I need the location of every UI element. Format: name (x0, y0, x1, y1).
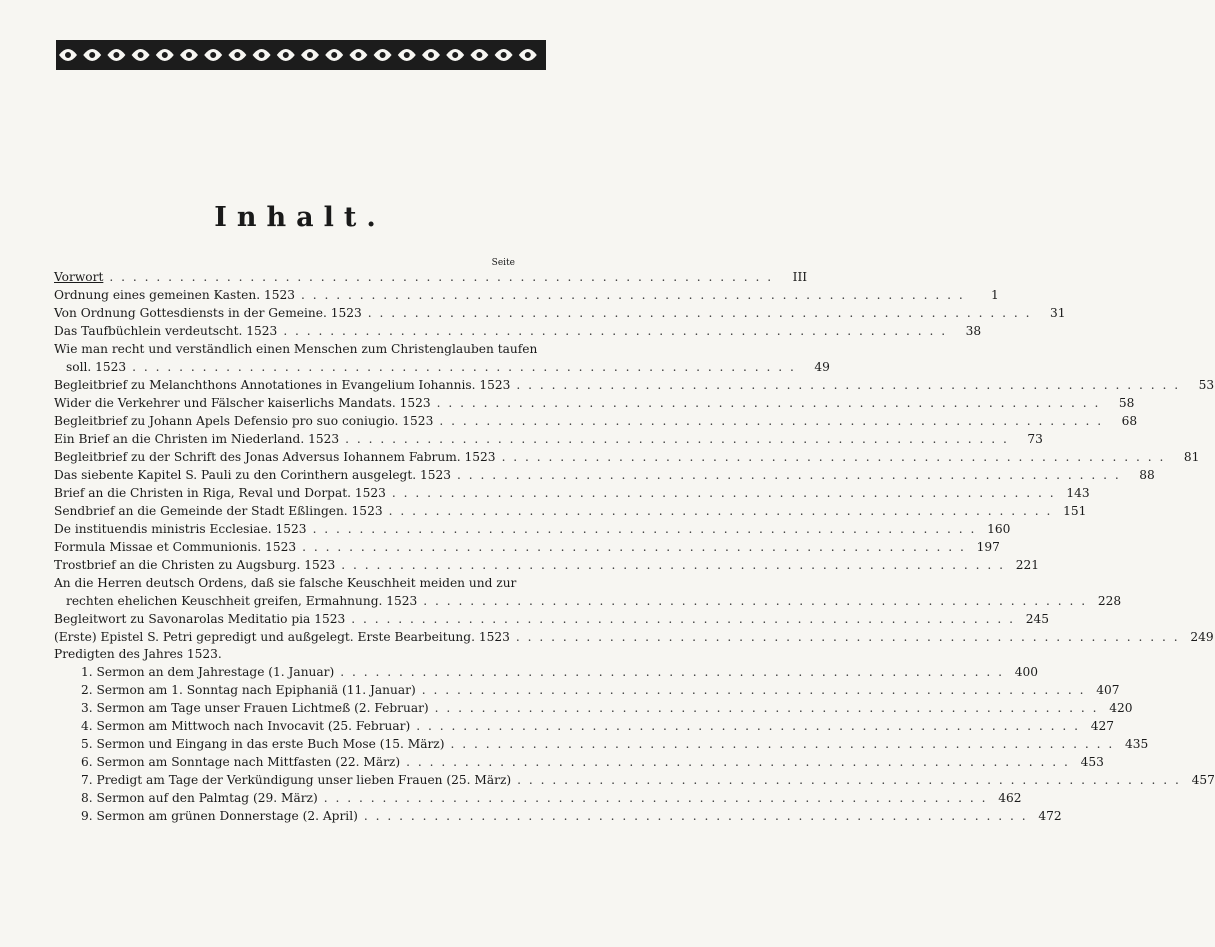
page-number: 427 (1090, 719, 1115, 733)
page-number: 49 (814, 360, 830, 374)
page-column-header: Seite (491, 258, 515, 268)
entry-title: Ein Brief an die Christen im Niederland. 1523 (54, 432, 340, 446)
leader-dots (451, 466, 1121, 484)
entry-title: Trostbrief an die Christen zu Augsburg. 1523 (54, 558, 336, 572)
toc-entry (54, 484, 1090, 502)
page-number: 457 (1191, 773, 1215, 787)
entry-title: Vorwort (54, 270, 104, 284)
entry-title: Begleitwort zu Savonarolas Meditatio pia 1523 (54, 612, 346, 626)
leader-dots (103, 268, 773, 286)
page-number: 1 (990, 288, 999, 302)
page-number: 53 (1198, 378, 1215, 392)
toc-entry (54, 394, 1135, 412)
page-number: 400 (1014, 665, 1039, 679)
entry-title: 7. Predigt am Tage der Verkündigung unser lieben Frauen (25. März) (81, 773, 512, 787)
page-number: 160 (987, 522, 1011, 536)
page-number: 197 (976, 540, 1000, 554)
toc-entry (54, 304, 1066, 322)
sermon-entry (54, 717, 1115, 735)
entry-title: Formula Missae et Communionis. 1523 (54, 540, 297, 554)
leader-dots (511, 771, 1181, 789)
leader-dots (362, 304, 1032, 322)
page-number: III (792, 270, 808, 284)
entry-title: Begleitbrief zu Johann Apels Defensio pro suo coniugio. 1523 (54, 414, 434, 428)
leader-dots (296, 538, 966, 556)
toc-entry (54, 520, 1011, 538)
leader-dots (417, 592, 1087, 610)
entry-title: An die Herren deutsch Ordens, daß sie falsche Keuschheit meiden und zur (54, 576, 517, 590)
leader-dots (383, 502, 1053, 520)
toc-entry (54, 502, 1087, 520)
toc-entry (54, 412, 1138, 430)
entry-title: 4. Sermon am Mittwoch nach Invocavit (25. Februar) (81, 719, 411, 733)
page-number: 462 (998, 791, 1022, 805)
leader-dots (510, 628, 1180, 646)
page-number: 407 (1096, 683, 1120, 697)
entry-title: Das Taufbüchlein verdeutscht. 1523 (54, 324, 278, 338)
entry-title-continued: soll. 1523 (66, 360, 127, 374)
entry-title: 8. Sermon auf den Palmtag (29. März) (81, 791, 318, 805)
leader-dots (431, 394, 1101, 412)
entry-title: Begleitbrief zu Melanchthons Annotationes in Evangelium Iohannis. 1523 (54, 378, 511, 392)
page-title: Inhalt. (214, 202, 386, 233)
entry-title: (Erste) Epistel S. Petri gepredigt und außgelegt. Erste Bearbeitung. 1523 (54, 630, 510, 644)
sermon-entry (54, 735, 1149, 753)
toc-entry (54, 322, 982, 340)
entry-title: Sendbrief an die Gemeinde der Stadt Eßlingen. 1523 (54, 504, 383, 518)
leader-dots (510, 376, 1180, 394)
page-number: 68 (1121, 414, 1138, 428)
entry-title: Brief an die Christen in Riga, Reval und Dorpat. 1523 (54, 486, 386, 500)
entry-title: Ordnung eines gemeinen Kasten. 1523 (54, 288, 295, 302)
entry-title-continued: rechten ehelichen Keuschheit greifen, Ermahnung. 1523 (66, 594, 418, 608)
sermon-entry (54, 789, 1022, 807)
toc-entry (54, 430, 1043, 448)
toc-entry (54, 340, 830, 376)
entry-title: 9. Sermon am grünen Donnerstage (2. April) (81, 809, 358, 823)
entry-title: Wie man recht und verständlich einen Menschen zum Christenglauben taufen (54, 342, 538, 356)
leader-dots (345, 610, 1015, 628)
page-number: 245 (1025, 612, 1049, 626)
leader-dots (496, 448, 1166, 466)
entry-title: Das siebente Kapitel S. Pauli zu den Corinthern ausgelegt. 1523 (54, 468, 452, 482)
sermons-section-heading (54, 646, 514, 663)
page-number: 420 (1109, 701, 1133, 715)
leader-dots (386, 484, 1056, 502)
page-number: 228 (1097, 594, 1122, 608)
page-number: 249 (1190, 630, 1214, 644)
section-heading-text: Predigten des Jahres 1523. (54, 647, 222, 661)
sermon-entry (54, 681, 1120, 699)
toc-entry (54, 610, 1049, 628)
page-number: 31 (1050, 306, 1066, 320)
leader-dots (126, 358, 796, 376)
page-number: 73 (1027, 432, 1043, 446)
page-number: 435 (1125, 737, 1149, 751)
leader-dots (295, 286, 965, 304)
leader-dots (400, 753, 1070, 771)
leader-dots (335, 556, 1005, 574)
entry-title: Begleitbrief zu der Schrift des Jonas Adversus Iohannem Fabrum. 1523 (54, 450, 496, 464)
entry-title: De instituendis ministris Ecclesiae. 1523 (54, 522, 307, 536)
page-number: 38 (965, 324, 982, 338)
page-number: 143 (1066, 486, 1090, 500)
toc-entry (54, 286, 999, 304)
sermon-entry (54, 753, 1104, 771)
decorative-border-ornament (56, 40, 546, 70)
entry-title: 3. Sermon am Tage unser Frauen Lichtmeß (2. Februar) (81, 701, 429, 715)
toc-entry (54, 556, 1040, 574)
sermon-entry (54, 771, 1215, 789)
page-number: 88 (1139, 468, 1155, 482)
leader-dots (358, 807, 1028, 825)
sermon-entry (54, 807, 1062, 825)
entry-title: Wider die Verkehrer und Fälscher kaiserlichs Mandats. 1523 (54, 396, 431, 410)
page-number: 472 (1038, 809, 1062, 823)
leader-dots (410, 717, 1080, 735)
toc-entry (54, 376, 1215, 394)
page-number: 151 (1063, 504, 1087, 518)
leader-dots (334, 663, 1004, 681)
entry-title: 5. Sermon und Eingang in das erste Buch Mose (15. März) (81, 737, 445, 751)
leader-dots (416, 681, 1086, 699)
entry-title: 1. Sermon an dem Jahrestage (1. Januar) (81, 665, 335, 679)
leader-dots (339, 430, 1009, 448)
page-number: 221 (1015, 558, 1040, 572)
toc-entry (54, 466, 1155, 484)
page-number: 81 (1183, 450, 1200, 464)
sermon-entry (54, 663, 1039, 681)
toc-entry (54, 448, 1200, 466)
page-number: 453 (1080, 755, 1104, 769)
toc-entry (54, 628, 1214, 646)
sermon-entry (54, 699, 1133, 717)
leader-dots (429, 699, 1099, 717)
toc-entry (54, 268, 808, 286)
leader-dots (433, 412, 1103, 430)
toc-entry (54, 538, 1000, 556)
leader-dots (307, 520, 977, 538)
toc-entry (54, 574, 1122, 610)
entry-title: Von Ordnung Gottesdiensts in der Gemeine. 1523 (54, 306, 362, 320)
table-of-contents (54, 268, 1215, 825)
leader-dots (444, 735, 1114, 753)
entry-title: 6. Sermon am Sonntage nach Mittfasten (22. März) (81, 755, 401, 769)
entry-title: 2. Sermon am 1. Sonntag nach Epiphaniä (11. Januar) (81, 683, 416, 697)
page-number: 58 (1118, 396, 1135, 410)
leader-dots (318, 789, 988, 807)
leader-dots (277, 322, 947, 340)
